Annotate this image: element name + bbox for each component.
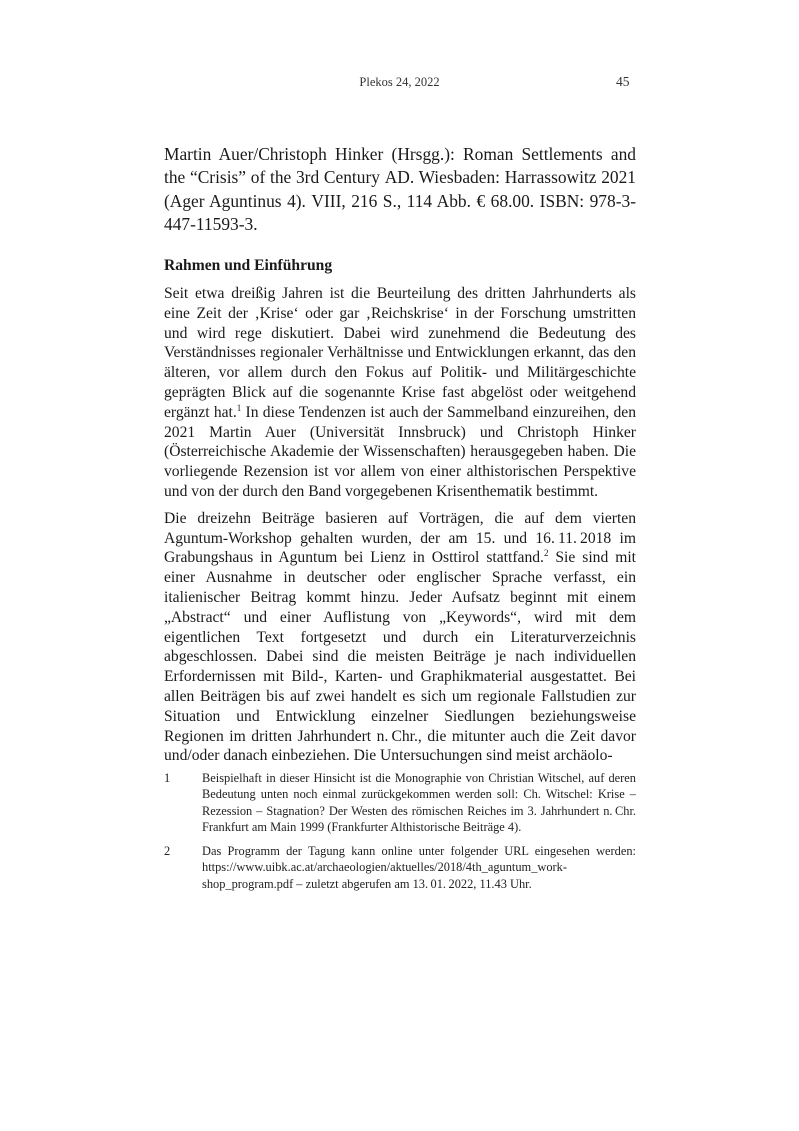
review-heading-ad: AD — [384, 167, 410, 188]
footnote-2 — [164, 843, 636, 892]
review-heading — [164, 143, 636, 237]
paragraph-2 — [164, 509, 636, 766]
footnote-1 — [164, 770, 636, 835]
paragraph-2-text-b: Sie sind mit einer Ausnahme in deutscher oder englischer Sprache verfasst, ein italienischer Beitrag kommt hinzu. Jeder Aufsatz beginnt mit einem „Abstract“ und einer Auflistung von „Keywords“, wird mit dem eigentlichen Text fortgesetzt und durch ein Literaturverzeichnis abgeschlossen. Dabei sind die meisten Beiträge je nach individuellen Erfordernissen mit Bild-, Karten- und Graphikmaterial ausgestattet. Bei allen Beiträgen bis auf zwei handelt es sich um regionale Fallstudien zur Situation und Entwicklung einzelner Siedlungen beziehungsweise Regionen im dritten Jahrhundert n. Chr., die mitunter auch die Zeit davor und/oder danach einbeziehen. Die Untersuchungen sind meist archäolo- — [164, 549, 636, 765]
footnote-ref-1[interactable]: 1 — [236, 402, 242, 413]
footnote-text: Das Programm der Tagung kann online unter folgender URL eingesehen werden: https://www.uibk.ac.at/archaeologien/aktuelles/2018/4th_aguntum_workshop_program.pdf – zuletzt abgerufen am 13. 01. 2022, 11.43 Uhr. — [202, 844, 636, 891]
review-heading-part1: Martin Auer/Christoph Hinker (Hrsgg.): Roman Settlements and the “Crisis” of the 3rd Century — [164, 144, 636, 188]
paragraph-1 — [164, 284, 636, 502]
journal-title: Plekos 24, 2022 — [359, 75, 440, 89]
page-number: 45 — [616, 74, 630, 89]
footnote-number: 1 — [164, 771, 171, 785]
review-heading-viii: VIII — [311, 190, 342, 211]
footnote-number: 2 — [164, 844, 171, 859]
footnotes — [164, 770, 636, 900]
paragraph-1-text-b: In diese Tendenzen ist auch der Sammelband einzureihen, den 2021 Martin Auer (Universität Innsbruck) und Christoph Hinker (Österreichische Akademie der Wissenschaften) herausgegeben haben. Die vorliegende Rezension ist vor allem von einer althistorischen Perspektive und von der durch den Band vorgegebenen Krisenthematik bestimmt. — [164, 403, 636, 500]
footnote-ref-2[interactable]: 2 — [543, 548, 549, 559]
paragraph-1-text-a: Seit etwa dreißig Jahren ist die Beurteilung des dritten Jahrhunderts als eine Zeit der ‚Krise‘ oder gar ‚Reichskrise‘ in der Forschung umstritten und wird rege diskutiert. Dabei wird zunehmend die Bedeutung des Verständnisses regionaler Verhältnisse und Entwicklungen erkannt, das den älteren, vor allem durch den Fokus auf Politik- und Militärgeschichte geprägten Blick auf die sogenannte Krise fast abgelöst oder weitgehend ergänzt hat. — [164, 285, 636, 421]
paragraph-2-text-a: Die dreizehn Beiträge basieren auf Vorträgen, die auf dem vierten Aguntum-Workshop gehalten wurden, der am 15. und 16. 11. 2018 im Grabungshaus in Aguntum bei Lienz in Osttirol stattfand. — [164, 509, 636, 567]
section-title: Rahmen und Einführung — [164, 257, 333, 274]
footnote-text: Beispielhaft in dieser Hinsicht ist die Monographie von Christian Witschel, auf deren Bedeutung unten noch einmal zurückgekommen werden soll: Ch. Witschel: Krise – Rezession – Stagnation? Der Westen des römischen Reiches im 3. Jahrhundert n. Chr. Frankfurt am Main 1999 (Frankfurter Althistorische Beiträge 4). — [202, 771, 636, 834]
review-heading-part3: , 216 S., 114 Abb. € 68.00. ISBN: 978-3-447-11593-3. — [164, 190, 636, 235]
body-text — [164, 284, 636, 773]
review-heading-part2: . Wiesbaden: Harrassowitz 2021 (Ager Aguntinus 4). — [164, 167, 636, 211]
